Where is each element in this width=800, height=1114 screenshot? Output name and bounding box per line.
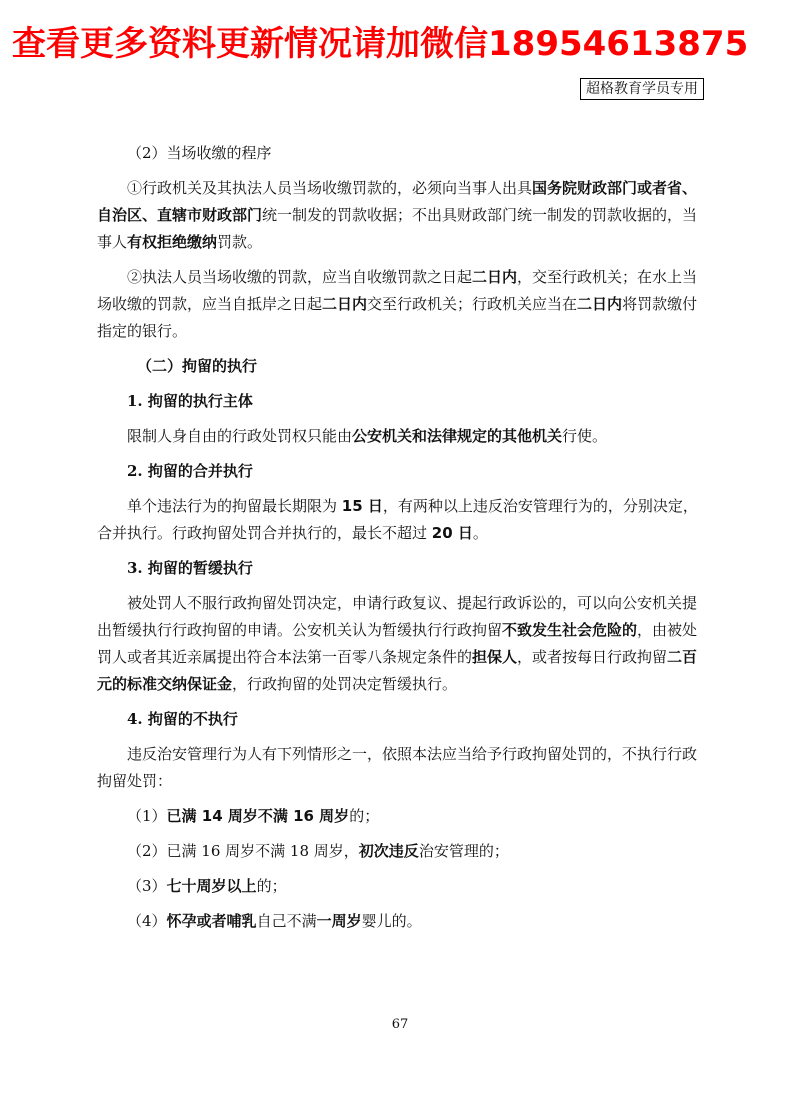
paragraph-combined-execution: 单个违法行为的拘留最长期限为 15 日，有两种以上违反治安管理行为的，分别决定，合并执行。行政拘留处罚合并执行的，最长不超过 20 日。: [97, 497, 698, 542]
paragraph-receipt: ①行政机关及其执法人员当场收缴罚款的，必须向当事人出具国务院财政部门或者省、自治区、直辖市财政部门统一制发的罚款收据；不出具财政部门统一制发的罚款收据的，当事人有权拒绝缴纳罚款。: [97, 179, 698, 251]
list-item: （1）已满 14 周岁不满 16 周岁的；: [127, 807, 380, 825]
subheading-non-execution: 4. 拘留的不执行: [127, 710, 238, 728]
page-number: 67: [391, 1017, 409, 1032]
subheading-executing-body: 1. 拘留的执行主体: [127, 392, 253, 410]
paragraph-non-execution: 违反治安管理行为人有下列情形之一，依照本法应当给予行政拘留处罚的，不执行行政拘留处罚：: [97, 745, 698, 790]
subheading-combined-execution: 2. 拘留的合并执行: [127, 462, 253, 480]
paragraph-suspended-execution: 被处罚人不服行政拘留处罚决定，申请行政复议、提起行政诉讼的，可以向公安机关提出暂缓执行行政拘留的申请。公安机关认为暂缓执行行政拘留不致发生社会危险的，由被处罚人或者其近亲属提出符合本法第一百零八条规定条件的担保人，或者按每日行政拘留二百元的标准交纳保证金，行政拘留的处罚决定暂缓执行。: [97, 594, 698, 693]
procedure-heading: （2）当场收缴的程序: [127, 144, 272, 162]
document-body: [97, 140, 705, 943]
section-title-detention: （二）拘留的执行: [137, 357, 258, 375]
watermark-banner: 查看更多资料更新情况请加微信18954613875: [12, 24, 749, 64]
list-item: （4）怀孕或者哺乳自己不满一周岁婴儿的。: [127, 912, 422, 930]
paragraph-executing-body: 限制人身自由的行政处罚权只能由公安机关和法律规定的其他机关行使。: [127, 427, 608, 445]
list-item: （3）七十周岁以上的；: [127, 877, 287, 895]
paragraph-two-days: ②执法人员当场收缴的罚款，应当自收缴罚款之日起二日内，交至行政机关；在水上当场收缴的罚款，应当自抵岸之日起二日内交至行政机关；行政机关应当在二日内将罚款缴付指定的银行。: [97, 268, 698, 340]
subheading-suspended-execution: 3. 拘留的暂缓执行: [127, 559, 253, 577]
list-item: （2）已满 16 周岁不满 18 周岁，初次违反治安管理的；: [127, 842, 509, 860]
student-only-badge: 超格教育学员专用: [580, 78, 704, 100]
